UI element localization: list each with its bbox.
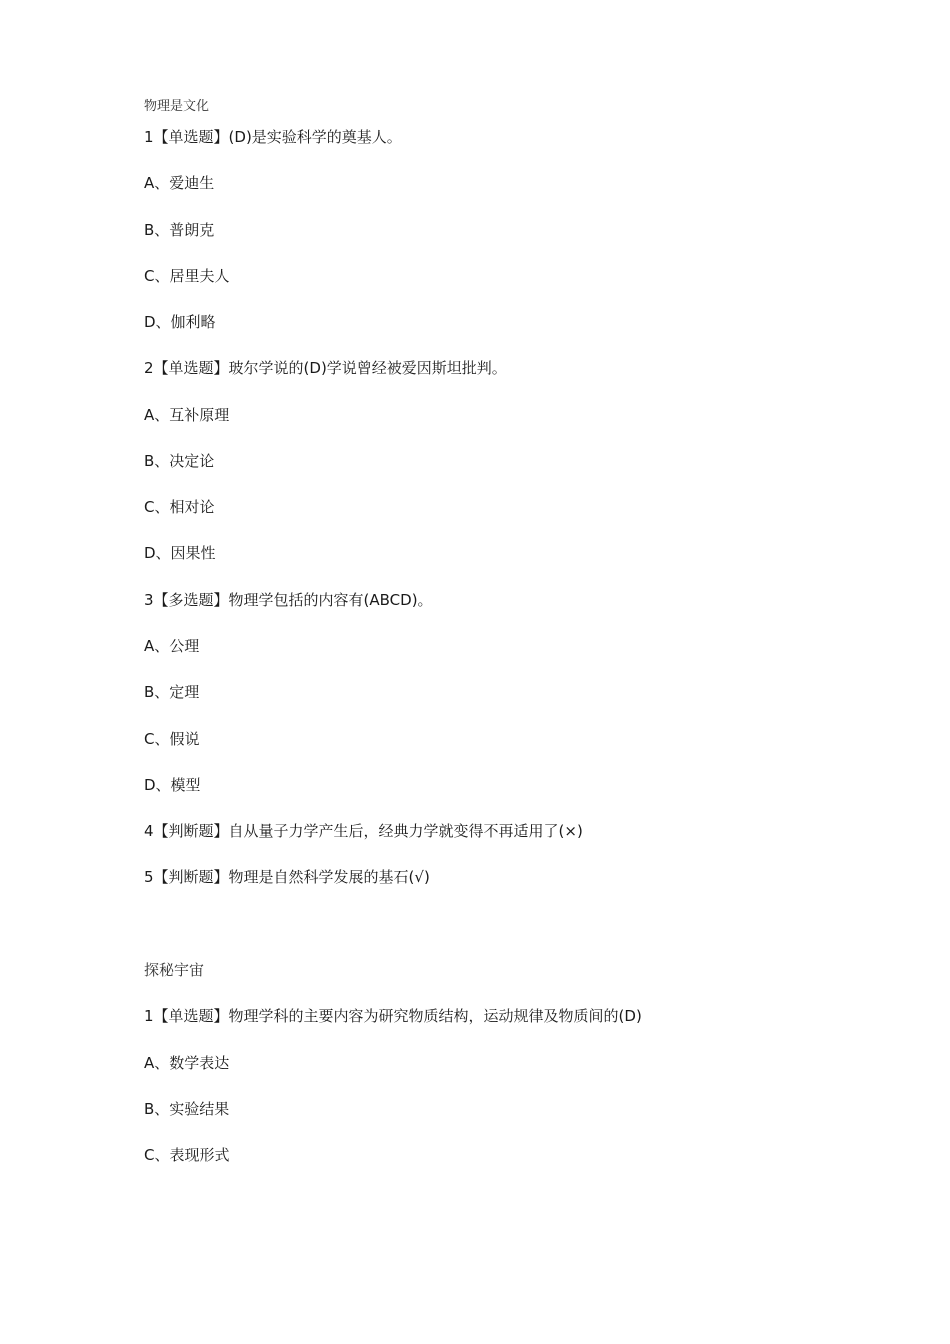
option-c: C、表现形式 xyxy=(144,1146,230,1164)
option-c: C、相对论 xyxy=(144,498,215,516)
option-a: A、爱迪生 xyxy=(144,174,215,192)
option-b: B、实验结果 xyxy=(144,1100,230,1118)
option-d: D、伽利略 xyxy=(144,313,216,331)
option-a: A、公理 xyxy=(144,637,200,655)
option-a: A、互补原理 xyxy=(144,406,230,424)
section-title: 物理是文化 xyxy=(144,99,210,114)
question-5: 5【判断题】物理是自然科学发展的基石(√) xyxy=(144,868,430,886)
question-3: 3【多选题】物理学包括的内容有(ABCD)。 xyxy=(144,591,433,609)
section-title: 探秘宇宙 xyxy=(144,961,205,979)
option-b: B、定理 xyxy=(144,683,200,701)
option-a: A、数学表达 xyxy=(144,1054,230,1072)
option-d: D、因果性 xyxy=(144,544,216,562)
question-4: 4【判断题】自从量子力学产生后，经典力学就变得不再适用了(×) xyxy=(144,822,583,840)
option-b: B、普朗克 xyxy=(144,221,215,239)
option-b: B、决定论 xyxy=(144,452,215,470)
option-c: C、假说 xyxy=(144,730,200,748)
question-1: 1【单选题】(D)是实验科学的奠基人。 xyxy=(144,128,402,146)
question-2: 2【单选题】玻尔学说的(D)学说曾经被爱因斯坦批判。 xyxy=(144,359,507,377)
option-d: D、模型 xyxy=(144,776,201,794)
question-1: 1【单选题】物理学科的主要内容为研究物质结构，运动规律及物质间的(D) xyxy=(144,1007,642,1025)
option-c: C、居里夫人 xyxy=(144,267,230,285)
